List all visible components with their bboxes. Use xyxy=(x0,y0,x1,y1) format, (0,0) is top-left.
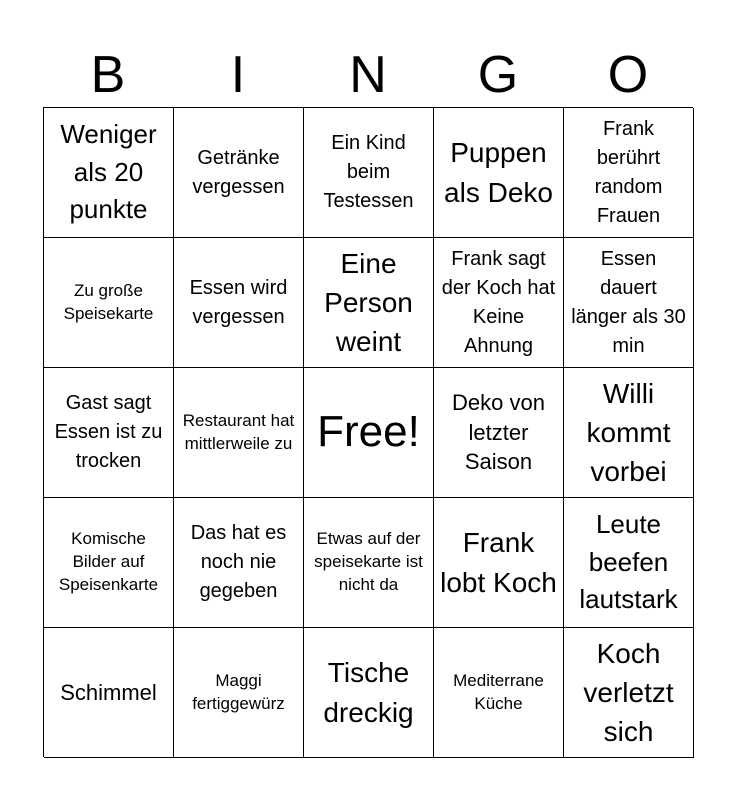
bingo-cell-r4c4[interactable]: Frank lobt Koch xyxy=(434,498,564,628)
bingo-cell-r2c2[interactable]: Essen wird vergessen xyxy=(174,238,304,368)
bingo-cell-r5c2[interactable]: Maggi fertiggewürz xyxy=(174,628,304,758)
bingo-cell-r5c3[interactable]: Tische dreckig xyxy=(304,628,434,758)
bingo-cell-free[interactable]: Free! xyxy=(304,368,434,498)
bingo-cell-r3c1[interactable]: Gast sagt Essen ist zu trocken xyxy=(44,368,174,498)
bingo-cell-r1c2[interactable]: Getränke vergessen xyxy=(174,108,304,238)
bingo-cell-r5c5[interactable]: Koch verletzt sich xyxy=(564,628,694,758)
bingo-cell-r1c5[interactable]: Frank berührt random Frauen xyxy=(564,108,694,238)
bingo-cell-r2c1[interactable]: Zu große Speisekarte xyxy=(44,238,174,368)
bingo-cell-r1c3[interactable]: Ein Kind beim Testessen xyxy=(304,108,434,238)
bingo-card-grid xyxy=(43,107,693,757)
bingo-cell-r3c2[interactable]: Restaurant hat mittlerweile zu xyxy=(174,368,304,498)
bingo-cell-r4c5[interactable]: Leute beefen lautstark xyxy=(564,498,694,628)
bingo-cell-r3c4[interactable]: Deko von letzter Saison xyxy=(434,368,564,498)
bingo-cell-r4c3[interactable]: Etwas auf der speisekarte ist nicht da xyxy=(304,498,434,628)
header-letter-g: G xyxy=(477,46,519,104)
header-letter-o: O xyxy=(607,46,649,104)
bingo-header xyxy=(43,42,693,108)
bingo-cell-r1c4[interactable]: Puppen als Deko xyxy=(434,108,564,238)
bingo-cell-r2c3[interactable]: Eine Person weint xyxy=(304,238,434,368)
bingo-cell-r5c4[interactable]: Mediterrane Küche xyxy=(434,628,564,758)
bingo-cell-r3c5[interactable]: Willi kommt vorbei xyxy=(564,368,694,498)
bingo-cell-r2c4[interactable]: Frank sagt der Koch hat Keine Ahnung xyxy=(434,238,564,368)
bingo-cell-r4c1[interactable]: Komische Bilder auf Speisenkarte xyxy=(44,498,174,628)
bingo-cell-r4c2[interactable]: Das hat es noch nie gegeben xyxy=(174,498,304,628)
bingo-cell-r5c1[interactable]: Schimmel xyxy=(44,628,174,758)
header-letter-i: I xyxy=(230,46,246,104)
bingo-cell-r2c5[interactable]: Essen dauert länger als 30 min xyxy=(564,238,694,368)
header-letter-b: B xyxy=(90,46,126,104)
bingo-cell-r1c1[interactable]: Weniger als 20 punkte xyxy=(44,108,174,238)
header-letter-n: N xyxy=(349,46,387,104)
